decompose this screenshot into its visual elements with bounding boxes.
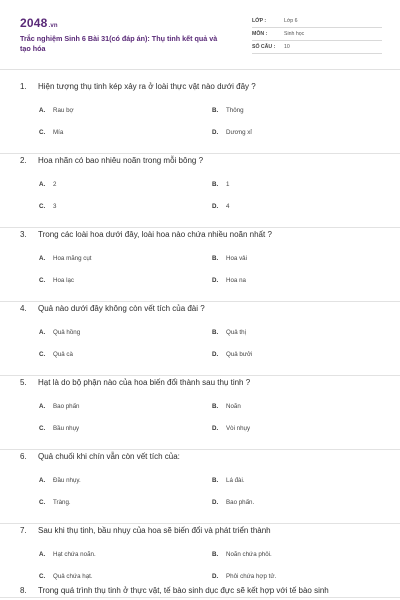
option-text: Quả bưởi — [226, 351, 253, 358]
option-c[interactable] — [39, 425, 79, 432]
option-a[interactable] — [39, 181, 56, 188]
option-letter: B. — [212, 107, 219, 114]
question-number: 2. — [20, 156, 27, 165]
question-list — [0, 80, 400, 598]
option-letter: C. — [39, 573, 46, 580]
option-a[interactable] — [39, 551, 96, 558]
question-prompt: Quả chuối khi chín vẫn còn vết tích của: — [38, 452, 180, 461]
option-b[interactable] — [212, 255, 247, 262]
question-prompt: Sau khi thụ tinh, bầu nhụy của hoa sẽ biến đổi và phát triển thành — [38, 526, 271, 535]
option-letter: D. — [212, 203, 219, 210]
question-prompt: Trong các loài hoa dưới đây, loài hoa nào chứa nhiều noãn nhất ? — [38, 230, 272, 239]
question-item — [0, 376, 400, 450]
option-d[interactable] — [212, 425, 250, 432]
question-item — [0, 228, 400, 302]
option-text: 1 — [226, 181, 230, 188]
option-letter: B. — [212, 403, 219, 410]
question-number: 4. — [20, 304, 27, 313]
option-letter: C. — [39, 351, 46, 358]
meta-row-subject — [252, 29, 382, 41]
option-letter: B. — [212, 329, 219, 336]
question-prompt: Trong quá trình thụ tinh ở thực vật, tế bào sinh dục đực sẽ kết hợp với tế bào sinh — [38, 586, 329, 595]
option-d[interactable] — [212, 573, 276, 580]
option-c[interactable] — [39, 499, 71, 506]
question-number: 1. — [20, 82, 27, 91]
option-text: Hoa vải — [226, 255, 247, 262]
option-text: Phôi chứa hợp tử. — [226, 573, 277, 580]
option-letter: D. — [212, 129, 219, 136]
option-text: 3 — [53, 203, 57, 210]
option-text: Thông — [226, 107, 244, 114]
option-text: Quả cà — [53, 351, 73, 358]
option-letter: A. — [39, 107, 46, 114]
option-b[interactable] — [212, 107, 244, 114]
option-d[interactable] — [212, 277, 246, 284]
option-c[interactable] — [39, 203, 56, 210]
logo-tld: .vn — [48, 23, 58, 29]
meta-key: LỚP : — [252, 18, 267, 24]
question-text — [20, 156, 203, 165]
option-letter: A. — [39, 477, 46, 484]
option-text: Đầu nhụy. — [53, 477, 81, 484]
option-text: Noãn — [226, 403, 241, 410]
option-text: Hoa lạc — [53, 277, 74, 284]
option-b[interactable] — [212, 329, 246, 336]
header — [0, 0, 400, 66]
question-prompt: Hoa nhãn có bao nhiêu noãn trong mỗi bông ? — [38, 156, 204, 165]
question-prompt: Hiện tượng thụ tinh kép xảy ra ở loài thực vật nào dưới đây ? — [38, 82, 256, 91]
option-letter: A. — [39, 329, 46, 336]
site-logo[interactable] — [20, 16, 58, 30]
option-text: Bao phấn — [53, 403, 80, 410]
document-title: Trắc nghiệm Sinh 6 Bài 31(có đáp án): Thụ tinh kết quả và tạo hóa — [20, 34, 218, 53]
option-a[interactable] — [39, 403, 80, 410]
meta-key: MÔN : — [252, 31, 268, 37]
option-letter: A. — [39, 403, 46, 410]
option-a[interactable] — [39, 329, 80, 336]
option-text: Dương xỉ — [226, 129, 252, 136]
question-number: 5. — [20, 378, 27, 387]
option-letter: D. — [212, 573, 219, 580]
option-letter: B. — [212, 477, 219, 484]
option-text: Lá đài. — [226, 477, 245, 484]
meta-info — [252, 16, 382, 55]
option-letter: C. — [39, 277, 46, 284]
option-letter: B. — [212, 181, 219, 188]
question-text — [20, 82, 256, 91]
option-text: Noãn chứa phôi. — [226, 551, 272, 558]
option-text: Rau bợ — [53, 107, 74, 114]
option-letter: D. — [212, 277, 219, 284]
option-c[interactable] — [39, 129, 63, 136]
option-text: Quả chứa hạt. — [53, 573, 93, 580]
meta-row-count — [252, 42, 382, 54]
meta-key: SỐ CÂU : — [252, 44, 276, 50]
option-b[interactable] — [212, 551, 272, 558]
question-text — [20, 378, 250, 387]
question-item — [0, 450, 400, 524]
option-d[interactable] — [212, 129, 252, 136]
option-letter: A. — [39, 551, 46, 558]
meta-row-class — [252, 16, 382, 28]
question-prompt: Hạt là do bộ phận nào của hoa biến đổi thành sau thụ tinh ? — [38, 378, 251, 387]
question-prompt: Quả nào dưới đây không còn vết tích của đài ? — [38, 304, 205, 313]
option-letter: D. — [212, 499, 219, 506]
option-b[interactable] — [212, 403, 241, 410]
option-text: Mía — [53, 129, 64, 136]
meta-value: Lớp 6 — [284, 18, 298, 24]
option-letter: C. — [39, 499, 46, 506]
option-c[interactable] — [39, 351, 73, 358]
option-c[interactable] — [39, 277, 74, 284]
question-text — [20, 230, 272, 239]
question-number: 7. — [20, 526, 27, 535]
option-text: Bao phấn. — [226, 499, 255, 506]
option-letter: C. — [39, 129, 46, 136]
option-a[interactable] — [39, 255, 92, 262]
option-text: Quả hồng — [53, 329, 81, 336]
option-text: Hoa măng cụt — [53, 255, 92, 262]
option-d[interactable] — [212, 499, 254, 506]
option-letter: B. — [212, 551, 219, 558]
option-text: Quả thị — [226, 329, 246, 336]
option-text: Bầu nhụy — [53, 425, 80, 432]
option-letter: C. — [39, 203, 46, 210]
option-a[interactable] — [39, 477, 81, 484]
option-a[interactable] — [39, 107, 74, 114]
option-letter: D. — [212, 425, 219, 432]
option-d[interactable] — [212, 203, 229, 210]
header-divider — [0, 69, 400, 70]
option-d[interactable] — [212, 351, 252, 358]
option-text: Hạt chứa noãn. — [53, 551, 96, 558]
question-text — [20, 452, 180, 461]
option-c[interactable] — [39, 573, 93, 580]
question-text — [20, 304, 205, 313]
option-text: 2 — [53, 181, 57, 188]
option-letter: C. — [39, 425, 46, 432]
option-letter: A. — [39, 255, 46, 262]
meta-value: Sinh học — [284, 31, 305, 37]
question-text-partial — [20, 586, 329, 595]
question-item — [0, 154, 400, 228]
logo-main: 2048 — [20, 16, 48, 30]
option-text: 4 — [226, 203, 230, 210]
option-text: Hoa na — [226, 277, 246, 284]
question-number: 6. — [20, 452, 27, 461]
meta-value: 10 — [284, 44, 290, 50]
question-item — [0, 302, 400, 376]
option-letter: A. — [39, 181, 46, 188]
option-b[interactable] — [212, 181, 229, 188]
option-text: Vòi nhụy — [226, 425, 251, 432]
option-b[interactable] — [212, 477, 245, 484]
option-letter: D. — [212, 351, 219, 358]
option-text: Tràng. — [53, 499, 71, 506]
question-item — [0, 80, 400, 154]
question-number: 3. — [20, 230, 27, 239]
question-text — [20, 526, 271, 535]
question-number: 8. — [20, 586, 27, 595]
option-letter: B. — [212, 255, 219, 262]
